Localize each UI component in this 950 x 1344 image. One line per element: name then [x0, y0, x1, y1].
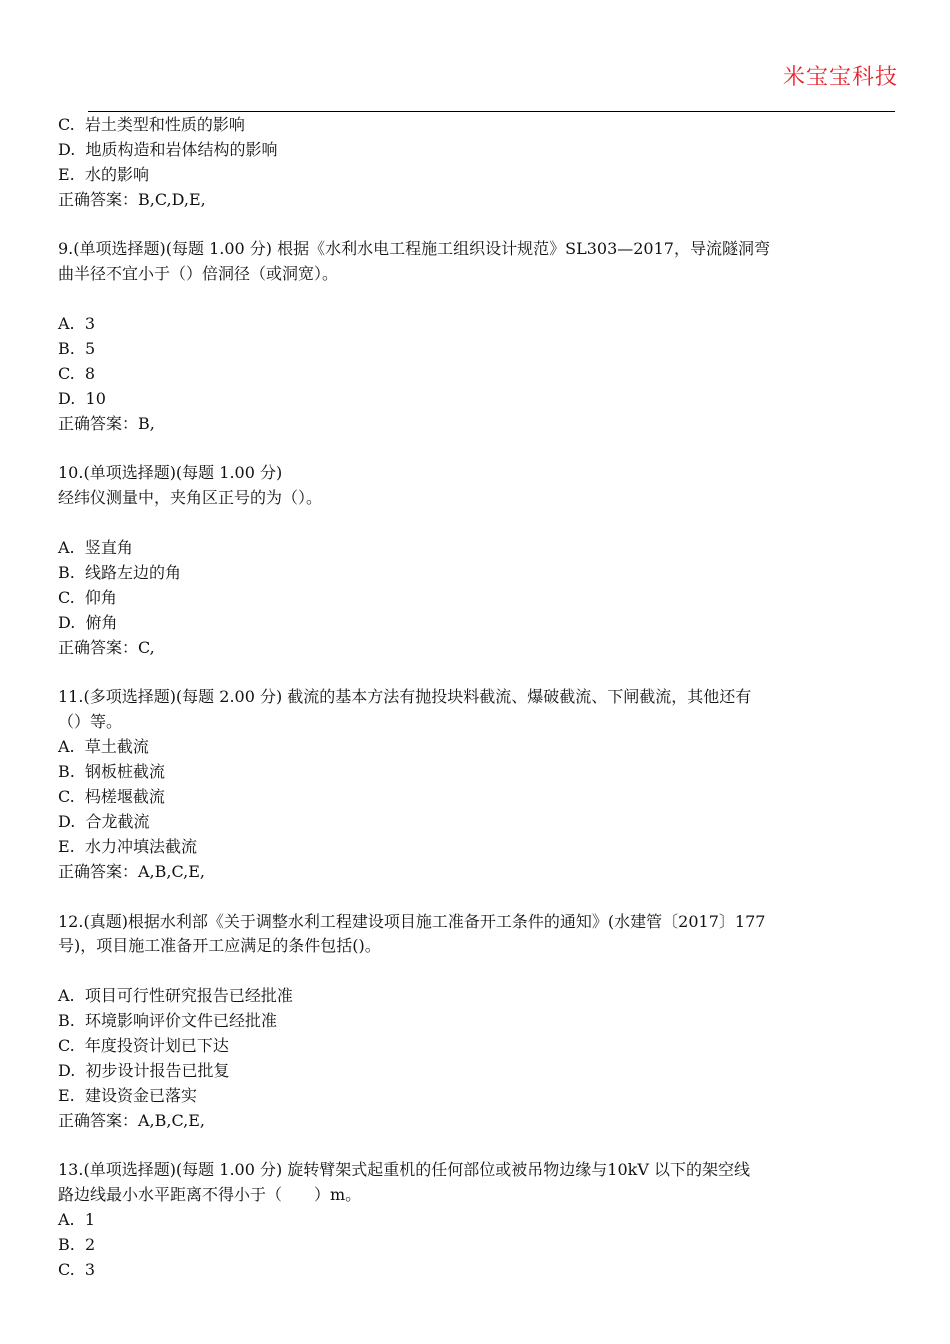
header-rule: [88, 111, 895, 112]
question-stem-cont: 曲半径不宜小于（）倍洞径（或洞宽）。: [58, 264, 339, 284]
question-9: [58, 237, 896, 436]
question-stem-cont: 经纬仪测量中，夹角区正号的为（）。: [58, 488, 323, 508]
question-8-fragment: [58, 113, 896, 213]
document-body: [58, 113, 896, 1283]
correct-answer: 正确答案：A,B,C,E,: [58, 861, 206, 881]
correct-answer: 正确答案：B,C,D,E,: [58, 189, 206, 209]
option-d: D. 俯角: [58, 612, 118, 632]
option-a: A. 1: [58, 1210, 95, 1230]
question-stem: 11.(多项选择题)(每题 2.00 分) 截流的基本方法有抛投块料截流、爆破截流、下闸截流，其他还有: [58, 687, 752, 707]
option-d: D. 初步设计报告已批复: [58, 1060, 230, 1080]
question-12: [58, 910, 896, 1134]
question-stem: 9.(单项选择题)(每题 1.00 分) 根据《水利水电工程施工组织设计规范》SL303—2017，导流隧洞弯: [58, 239, 770, 259]
question-13: [58, 1158, 896, 1282]
option-d: D. 合龙截流: [58, 811, 150, 831]
option-d: D. 地质构造和岩体结构的影响: [58, 139, 278, 159]
option-c: C. 岩土类型和性质的影响: [58, 115, 245, 134]
correct-answer: 正确答案：B,: [58, 413, 155, 433]
option-e: E. 水的影响: [58, 164, 149, 184]
brand-logo-text: 米宝宝科技: [782, 65, 898, 90]
option-b: B. 线路左边的角: [58, 563, 182, 583]
option-a: A. 竖直角: [58, 538, 133, 558]
option-b: B. 钢板桩截流: [58, 762, 166, 782]
question-stem: 13.(单项选择题)(每题 1.00 分) 旋转臂架式起重机的任何部位或被吊物边缘与10kV 以下的架空线: [58, 1160, 750, 1180]
question-11: [58, 685, 896, 884]
option-c: C. 仰角: [58, 587, 117, 607]
option-c: C. 3: [58, 1259, 96, 1279]
option-e: E. 建设资金已落实: [58, 1085, 197, 1105]
option-a: A. 3: [58, 314, 95, 334]
question-stem-cont: 路边线最小水平距离不得小于（ ）m。: [58, 1185, 362, 1205]
option-c: C. 杩槎堰截流: [58, 787, 165, 807]
question-10: [58, 461, 896, 660]
question-stem-cont: 号)，项目施工准备开工应满足的条件包括()。: [58, 936, 381, 956]
option-b: B. 环境影响评价文件已经批准: [58, 1011, 278, 1031]
question-stem: 10.(单项选择题)(每题 1.00 分): [58, 463, 283, 483]
option-a: A. 项目可行性研究报告已经批准: [58, 986, 293, 1006]
question-stem-cont: （）等。: [58, 712, 123, 732]
option-b: B. 2: [58, 1235, 96, 1255]
option-c: C. 8: [58, 363, 96, 383]
option-a: A. 草土截流: [58, 737, 149, 757]
option-c: C. 年度投资计划已下达: [58, 1035, 229, 1055]
option-e: E. 水力冲填法截流: [58, 836, 197, 856]
question-stem: 12.(真题)根据水利部《关于调整水利工程建设项目施工准备开工条件的通知》(水建管〔2017〕177: [58, 911, 766, 931]
option-d: D. 10: [58, 388, 106, 408]
option-b: B. 5: [58, 339, 96, 359]
correct-answer: 正确答案：A,B,C,E,: [58, 1110, 206, 1130]
correct-answer: 正确答案：C,: [58, 637, 155, 657]
